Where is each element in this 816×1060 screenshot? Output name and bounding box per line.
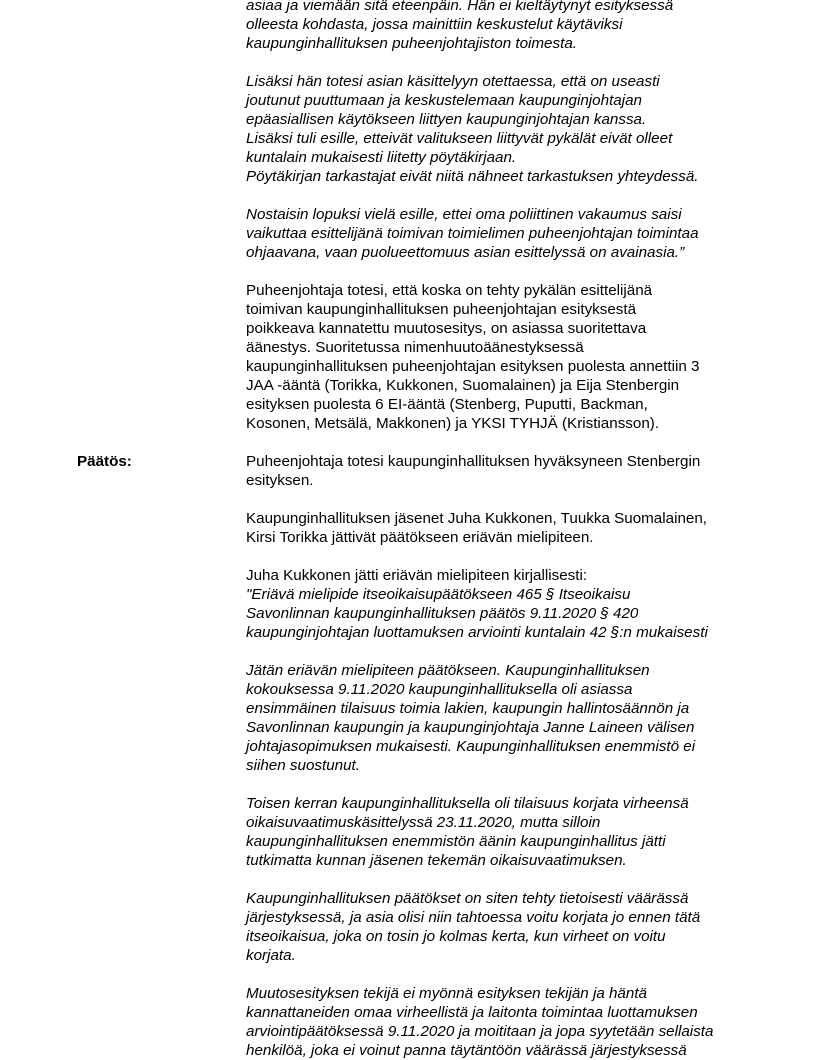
paragraph-quote-3: Nostaisin lopuksi vielä esille, ettei oma poliittinen vakaumus saisi vaikuttaa esittelijänä toimivan toimielimen puheenjohtajan toimintaa ohjaavana, vaan puolueettomuus asian esittelyssä on avainasia.” bbox=[246, 206, 699, 261]
paragraph-dissent-2: Toisen kerran kaupunginhallituksella oli tilaisuus korjata virheensä oikaisuvaatimuskäsittelyssä 23.11.2020, mutta silloin kaupunginhallituksen enemmistön äänin kaupunginhallitus jätti tutkimatta kunnan jäsenen tekemän oikaisuvaatimuksen. bbox=[246, 795, 689, 869]
decision-label: Päätös: bbox=[77, 453, 132, 470]
paragraph-dissent-1: Jätän eriävän mielipiteen päätökseen. Kaupunginhallituksen kokouksessa 9.11.2020 kaupunginhallituksella oli asiassa ensimmäinen tilaisuus toimia lakien, kaupungin hallintosäännön ja Savonlinnan kaupungin ja kaupunginjohtaja Janne Laineen välisen johtajasopimuksen mukaisesti. Kaupunginhallituksen enemmistö ei siihen suostunut. bbox=[246, 662, 696, 774]
paragraph-decision: Puheenjohtaja totesi kaupunginhallituksen hyväksyneen Stenbergin esityksen. bbox=[246, 453, 701, 489]
paragraph-quote-1: asiaa ja viemään sitä eteenpäin. Hän ei kieltäytynyt esityksessä olleesta kohdasta, jossa mainittiin keskustelut käytäviksi kaupunginhallituksen puheenjohtajiston toimesta. bbox=[246, 0, 674, 52]
paragraph-dissent-4: Muutosesityksen tekijä ei myönnä esityksen tekijän ja häntä kannattaneiden omaa virheellistä ja laitonta toimintaa luottamuksen arviointipäätöksessä 9.11.2020 ja moititaan ja jopa syytetään sellaista henkilöä, joka ei voinut panna täytäntöön väärässä järjestyksessä bbox=[246, 985, 714, 1059]
paragraph-dissenting-members: Kaupunginhallituksen jäsenet Juha Kukkonen, Tuukka Suomalainen, Kirsi Torikka jättivät päätökseen eriävän mielipiteen. bbox=[246, 510, 708, 546]
paragraph-dissent-3: Kaupunginhallituksen päätökset on siten tehty tietoisesti väärässä järjestyksessä, ja asia olisi niin tahtoessa voitu korjata jo ennen tätä itseoikaisua, joka on tosin jo kolmas kerta, kun virheet on voitu korjata. bbox=[246, 890, 701, 964]
decision-text-block bbox=[246, 452, 746, 1060]
paragraph-quote-2: Lisäksi hän totesi asian käsittelyyn otettaessa, että on useasti joutunut puuttumaan ja keskustelemaan kaupunginjohtajan epäasiallisen käytökseen liittyen kaupunginjohtajan kanssa. Lisäksi tuli esille, etteivät valitukseen liittyvät pykälät eivät olleet kuntalain mukaisesti liitetty pöytäkirjaan. Pöytäkirjan tarkastajat eivät niitä nähneet tarkastuksen yhteydessä. bbox=[246, 73, 699, 185]
paragraph-written-dissent-intro: Juha Kukkonen jätti eriävän mielipiteen kirjallisesti: bbox=[246, 567, 588, 584]
top-text-block bbox=[246, 0, 746, 433]
paragraph-vote-result: Puheenjohtaja totesi, että koska on tehty pykälän esittelijänä toimivan kaupunginhallituksen puheenjohtajan esityksestä poikkeava kannatettu muutosesitys, on asiassa suoritettava äänestys. Suoritetussa nimenhuutoäänestyksessä kaupunginhallituksen puheenjohtajan esityksen puolesta annettiin 3 JAA -ääntä (Torikka, Kukkonen, Suomalainen) ja Eija Stenbergin esityksen puolesta 6 EI-ääntä (Stenberg, Puputti, Backman, Kosonen, Metsälä, Makkonen) ja YKSI TYHJÄ (Kristiansson). bbox=[246, 282, 700, 432]
paragraph-dissent-heading: "Eriävä mielipide itseoikaisupäätökseen 465 § Itseoikaisu Savonlinnan kaupunginhallituksen päätös 9.11.2020 § 420 kaupunginjohtajan luottamuksen arviointi kuntalain 42 §:n mukaisesti bbox=[246, 586, 708, 641]
